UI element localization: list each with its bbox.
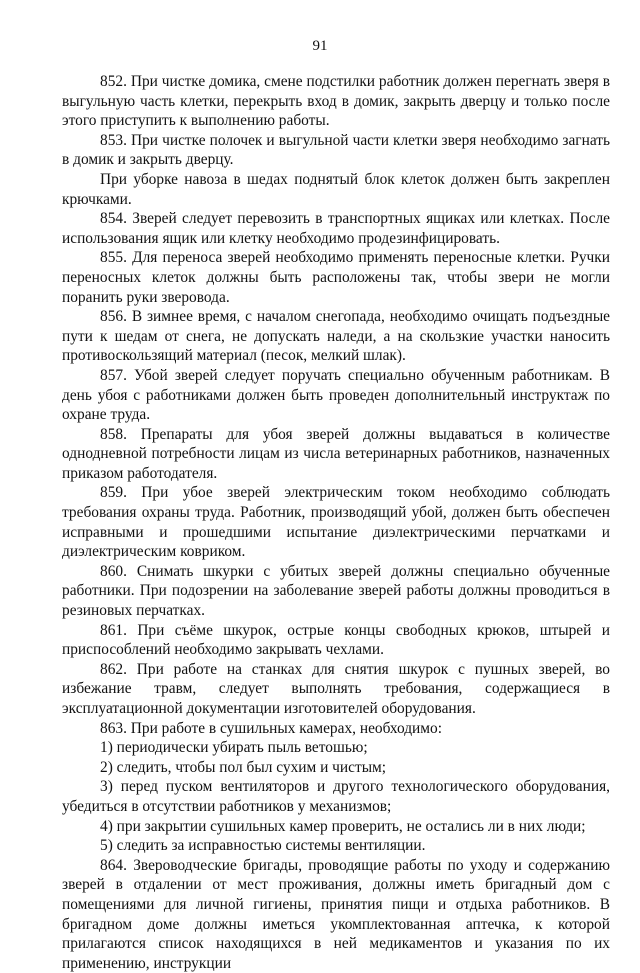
paragraph-861: 861. При съёме шкурок, острые концы свободных крюков, штырей и приспособлений необходимо закрывать чехлами. bbox=[62, 621, 610, 659]
page-body bbox=[62, 72, 610, 973]
paragraph-864: 864. Звероводческие бригады, проводящие работы по уходу и содержанию зверей в отдалении от мест проживания, должны иметь бригадный дом с помещениями для личной гигиены, принятия пищи и отдыха работников. В бригадном доме должны иметься укомплектованная аптечка, к которой прилагаются список находящихся в ней медикаментов и указания по их применению, инструкции bbox=[62, 856, 610, 972]
page-number: 91 bbox=[312, 38, 328, 54]
paragraph-853-manure: При уборке навоза в шедах поднятый блок клеток должен быть закреплен крючками. bbox=[62, 170, 610, 208]
paragraph-854: 854. Зверей следует перевозить в транспортных ящиках или клетках. После использования ящик или клетку необходимо продезинфицировать. bbox=[62, 210, 610, 247]
paragraph-859: 859. При убое зверей электрическим током необходимо соблюдать требования охраны труда. Работник, производящий убой, должен быть обеспечен исправными и прошедшими испытание диэлектрическими перчатками и диэлектрическим ковриком. bbox=[62, 484, 610, 561]
list-item-863-2: 2) следить, чтобы пол был сухим и чистым; bbox=[100, 758, 387, 776]
paragraph-858: 858. Препараты для убоя зверей должны выдаваться в количестве однодневной потребности лицам из числа ветеринарных работников, назначенных приказом работодателя. bbox=[62, 425, 610, 482]
paragraph-862: 862. При работе на станках для снятия шкурок с пушных зверей, во избежание травм, следует выполнять требования, содержащиеся в эксплуатационной документации изготовителей оборудования. bbox=[62, 660, 610, 717]
list-item-863-5: 5) следить за исправностью системы вентиляции. bbox=[100, 837, 426, 855]
paragraph-853: 853. При чистке полочек и выгульной части клетки зверя необходимо загнать в домик и закрыть дверцу. bbox=[62, 131, 610, 169]
paragraph-860: 860. Снимать шкурки с убитых зверей должны специально обученные работники. При подозрении на заболевание зверей работы должны проводиться в резиновых перчатках. bbox=[62, 562, 610, 620]
list-item-863-1: 1) периодически убирать пыль ветошью; bbox=[100, 739, 368, 757]
paragraph-856: 856. В зимнее время, с началом снегопада, необходимо очищать подъездные пути к шедам от снега, не допускать наледи, а на скользкие участки наносить противоскользящий материал (песок, мелкий шлак). bbox=[62, 308, 610, 365]
paragraph-852: 852. При чистке домика, смене подстилки работник должен перегнать зверя в выгульную часть клетки, перекрыть вход в домик, закрыть дверцу и только после этого приступить к выполнению работы. bbox=[62, 73, 610, 130]
paragraph-863: 863. При работе в сушильных камерах, необходимо: bbox=[100, 719, 442, 737]
paragraph-855: 855. Для переноса зверей необходимо применять переносные клетки. Ручки переносных клеток должны быть расположены так, чтобы звери не могли поранить руки зверовода. bbox=[62, 249, 610, 306]
list-item-863-3: 3) перед пуском вентиляторов и другого технологического оборудования, убедиться в отсутствии работников у механизмов; bbox=[62, 778, 610, 815]
list-item-863-4: 4) при закрытии сушильных камер проверить, не остались ли в них люди; bbox=[100, 817, 586, 835]
paragraph-857: 857. Убой зверей следует поручать специально обученным работникам. В день убоя с работниками должен быть проведен дополнительный инструктаж по охране труда. bbox=[62, 366, 610, 424]
